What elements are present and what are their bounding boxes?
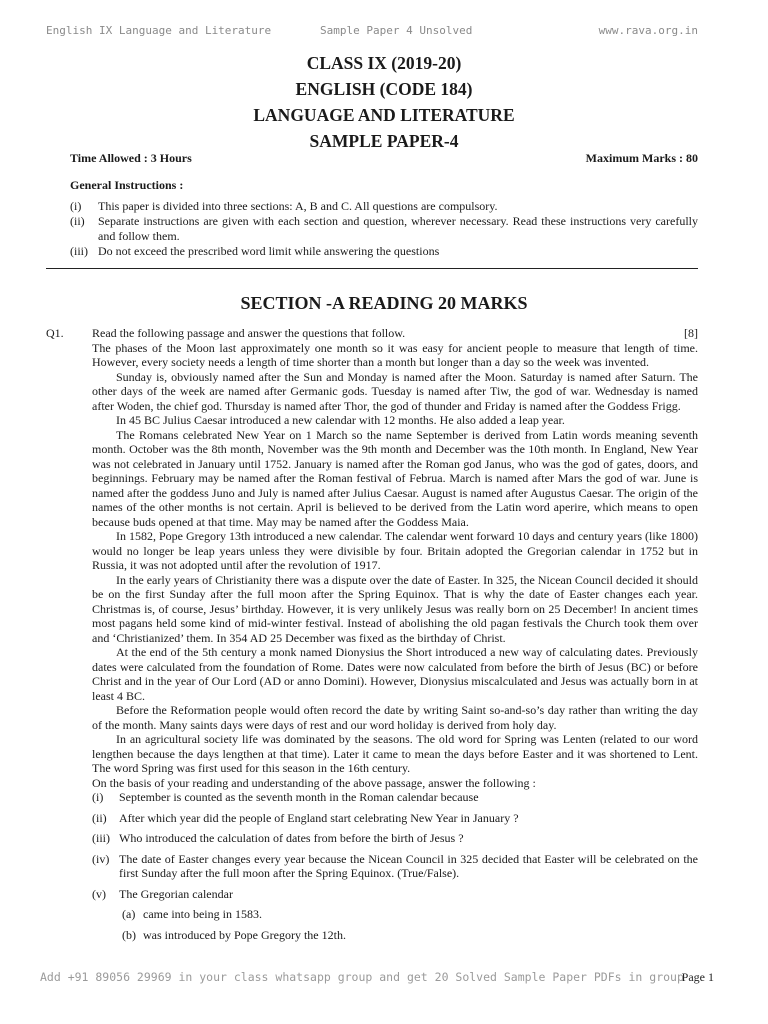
option-item <box>122 928 698 943</box>
instruction-item <box>70 214 698 243</box>
running-header <box>46 24 698 40</box>
question-prompt: Read the following passage and answer the questions that follow. <box>92 326 406 340</box>
title-block <box>0 50 768 154</box>
sub-question-number: (ii) <box>92 810 107 825</box>
sub-question-text: The Gregorian calendar <box>119 886 233 901</box>
option-letter: (b) <box>122 927 136 942</box>
instruction-text: Separate instructions are given with each section and question, wherever necessary. Read these instructions very carefully and follow them. <box>98 214 698 243</box>
question-header <box>46 326 698 341</box>
question-number: Q1. <box>46 326 64 340</box>
instruction-number: (iii) <box>70 243 88 258</box>
title-subject: LANGUAGE AND LITERATURE <box>253 105 515 125</box>
sub-question <box>92 811 698 826</box>
page-footer <box>40 970 714 986</box>
sub-question <box>92 831 698 846</box>
time-allowed: Time Allowed : 3 Hours <box>70 151 192 165</box>
header-website[interactable]: www.rava.org.in <box>598 24 698 37</box>
instruction-number: (i) <box>70 199 82 213</box>
passage-paragraph: In 45 BC Julius Caesar introduced a new calendar with 12 months. He also added a leap year. <box>116 413 565 427</box>
passage-paragraph: Before the Reformation people would often record the date by writing Saint so-and-so’s day rather than writing the day of the month. Many saints days were days of rest and our word holiday is derived from holy day. <box>92 703 698 732</box>
header-subject: English IX Language and Literature <box>46 24 272 37</box>
instruction-text: This paper is divided into three sections: A, B and C. All questions are compulsory. <box>98 199 498 213</box>
option-item <box>122 907 698 922</box>
passage-paragraph: In an agricultural society life was dominated by the seasons. The old word for Spring was Lenten (related to our word lengthen because the days lengthen at that time). Later it came to mean the days before Easter and it was shortened to Lent. The word Spring was first used for this season in the 16th century. <box>92 732 698 775</box>
title-class: CLASS IX (2019-20) <box>306 53 462 73</box>
sub-question <box>92 852 698 881</box>
section-heading: SECTION -A READING 20 MARKS <box>240 293 528 313</box>
sub-question-number: (iv) <box>92 851 110 866</box>
general-instructions-list <box>70 199 698 259</box>
header-paper-name: Sample Paper 4 Unsolved <box>320 24 473 37</box>
option-text: came into being in 1583. <box>143 907 262 921</box>
general-instructions-heading: General Instructions : <box>70 178 184 192</box>
instruction-number: (ii) <box>70 214 85 229</box>
sub-question <box>92 790 698 805</box>
option-list <box>122 907 698 942</box>
question-1 <box>46 326 698 948</box>
sub-question-list <box>92 790 698 942</box>
page-number: Page 1 <box>681 970 714 984</box>
passage-paragraph: In the early years of Christianity there was a dispute over the date of Easter. In 325, the Nicean Council decided it should be on the first Sunday after the full moon after the Spring Equinox. That is why the date of Easter changes each year. Christmas is, of course, Jesus’ birthday. However, it is very unlikely Jesus was really born on 25 December! In ancient times most pagans held some kind of mid-winter festival. Instead of abolishing the old pagan festivals the Church took them over and ‘Christianized’ them. In 354 AD 25 December was fixed as the birthday of Christ. <box>92 572 698 645</box>
passage-paragraph: In 1582, Pope Gregory 13th introduced a new calendar. The calendar went forward 10 days and century years (like 1800) would no longer be leap years unless they were divisible by four. Britain adopted the Gregorian calendar in 1752 but in Russia, it was not adopted until after the revolution of 1917. <box>92 529 698 572</box>
sub-question-number: (i) <box>92 790 104 804</box>
passage-paragraph: The phases of the Moon last approximately one month so it was easy for ancient people to measure that length of time. However, every society needs a length of time shorter than a month but longer than a day so the week was invented. <box>92 340 698 369</box>
instruction-text: Do not exceed the prescribed word limit while answering the questions <box>98 243 440 258</box>
option-letter: (a) <box>122 907 136 921</box>
reading-passage <box>92 341 698 791</box>
option-text: was introduced by Pope Gregory the 12th. <box>143 927 346 942</box>
passage-paragraph: Sunday is, obviously named after the Sun and Monday is named after the Moon. Saturday is named after Saturn. The other days of the week are named after Germanic gods. Tuesday is named after Tiw, the god of war. Wednesday is named after Woden, the chief god. Thursday is named after Thor, the god of thunder and Friday is named after the Goddess Frigg. <box>92 369 698 413</box>
passage-instruction: On the basis of your reading and understanding of the above passage, answer the following : <box>92 775 536 790</box>
footer-promo-note: Add +91 89056 29969 in your class whatsapp group and get 20 Solved Sample Paper PDFs in group <box>40 970 684 984</box>
title-subject-code: ENGLISH (CODE 184) <box>295 79 473 99</box>
sub-question-text: After which year did the people of England start celebrating New Year in January ? <box>119 810 519 825</box>
instruction-item <box>70 244 698 258</box>
question-marks: [8] <box>684 326 698 340</box>
meta-row <box>70 151 698 167</box>
sub-question <box>92 887 698 902</box>
instruction-item <box>70 199 698 213</box>
section-divider <box>46 268 698 269</box>
sub-question-text: September is counted as the seventh month in the Roman calendar because <box>119 790 479 804</box>
sub-question-number: (v) <box>92 886 106 901</box>
passage-paragraph: The Romans celebrated New Year on 1 March so the name September is derived from Latin words meaning seventh month. October was the 8th month, November was the 9th month and December was the 10th month. In England, New Year was not celebrated in January until 1752. January is named after the Roman god Janus, who was the god of gates, doors, and beginnings. February may be named after the Roman festival of Februa. March is named after Mars the god of war. June is named after the goddess Juno and July is named after Julius Caesar. August is named after Augustus Caesar. The origin of the names of the other months is not certain. April is believed to be derived from the Latin word aperire, which means to open because buds opened at that time. May may be named after the Goddess Maia. <box>92 427 698 529</box>
sub-question-number: (iii) <box>92 831 110 845</box>
passage-paragraph: At the end of the 5th century a monk named Dionysius the Short introduced a new way of calculating dates. Previously dates were calculated from the foundation of Rome. Dates were now calculated from before the birth of Jesus (BC) or before Christ and in the year of Our Lord (AD or anno Domini). However, Dionysius miscalculated and Jesus was actually born in at least 4 BC. <box>92 645 698 703</box>
title-paper: SAMPLE PAPER-4 <box>309 131 459 151</box>
sub-question-text: Who introduced the calculation of dates from before the birth of Jesus ? <box>119 831 464 845</box>
sub-question-text: The date of Easter changes every year because the Nicean Council in 325 decided that Easter will be celebrated on the first Sunday after the full moon after the Spring Equinox. (True/False). <box>119 851 698 880</box>
maximum-marks: Maximum Marks : 80 <box>585 151 698 165</box>
